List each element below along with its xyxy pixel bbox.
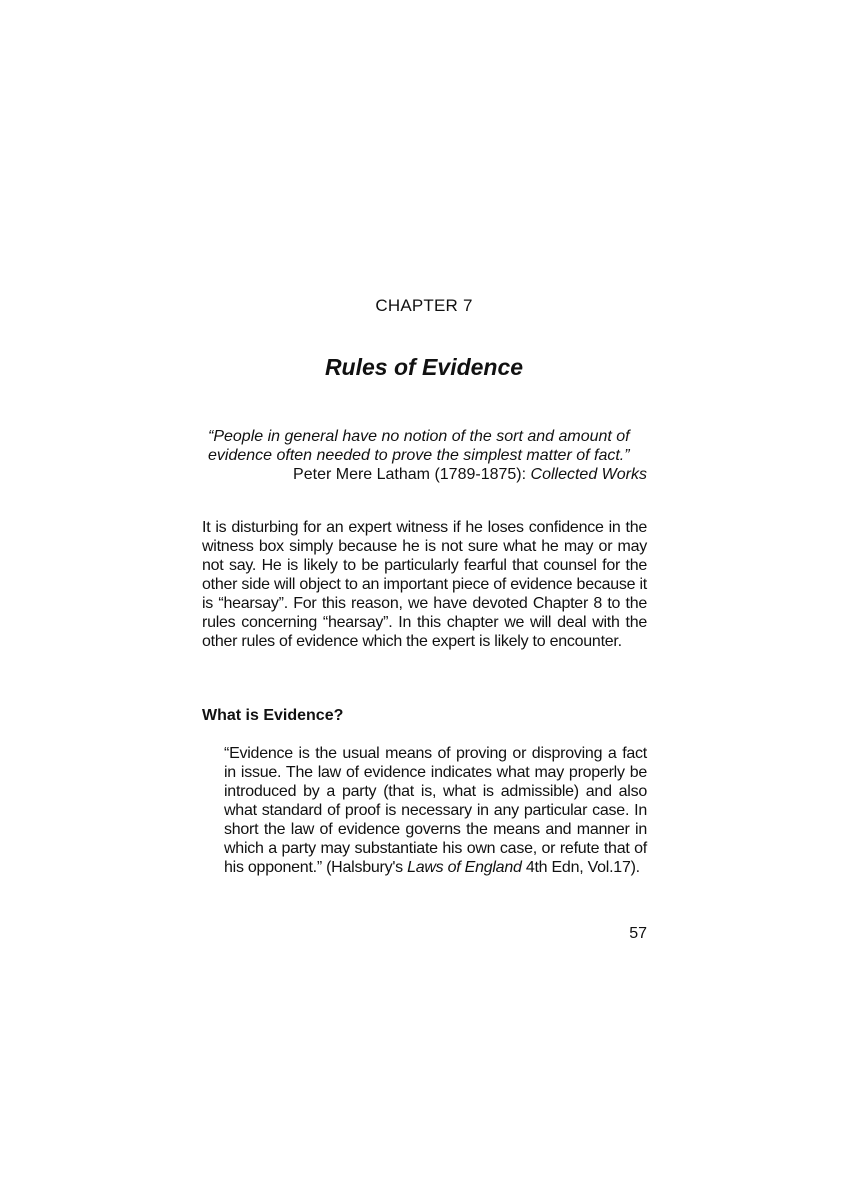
block-quote-source-rest: 4th Edn, Vol.17). [521,859,640,876]
epigraph-attribution [202,465,647,484]
block-quote [224,744,647,877]
block-quote-source-title: Laws of England [407,859,522,876]
block-quote-text: “Evidence is the usual means of proving or disproving a fact in issue. The law of evidence indicates what may properly be introduced by a party (that is, what is admissible) and also what standard of proof is necessary in any particular case. In short the law of evidence governs the means and manner in which a party may substantiate his own case, or refute that of his opponent.” (Halsbury's [224,745,647,876]
chapter-title: Rules of Evidence [324,354,524,380]
epigraph-work: Collected Works [530,466,647,483]
epigraph-quote: “People in general have no notion of the sort and amount of evidence often needed to prove the simplest matter of fact.” [208,428,630,464]
page-number: 57 [629,925,647,942]
epigraph [202,427,647,484]
intro-paragraph: It is disturbing for an expert witness if he loses confidence in the witness box simply because he is not sure what he may or may not say. He is likely to be particularly fearful that counsel for the other side will object to an important piece of evidence because it is “hearsay”. For this reason, we have devoted Chapter 8 to the rules concerning “hearsay”. In this chapter we will deal with the other rules of evidence which the expert is likely to encounter. [202,519,647,650]
epigraph-author: Peter Mere Latham (1789-1875): [293,466,531,483]
chapter-label: CHAPTER 7 [375,296,473,315]
section-heading: What is Evidence? [202,707,344,724]
